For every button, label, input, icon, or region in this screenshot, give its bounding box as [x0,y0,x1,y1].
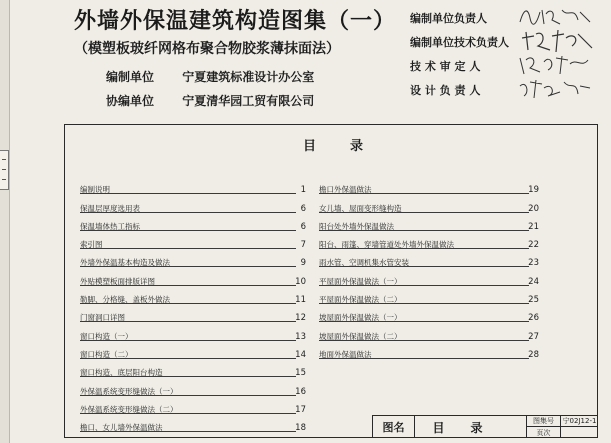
toc-entry [319,252,539,270]
toc-entry-title: 门窗洞口详图 [80,313,125,323]
toc-column-right [319,179,539,362]
responsibility-row [410,6,610,30]
toc-entry-title: 索引图 [80,240,103,250]
toc-entry-title: 保温层厚度选用表 [80,203,140,213]
toc-entry-page: 27 [528,331,539,342]
toc-entry-page: 6 [300,221,306,232]
atlas-number-label: 图集号 [527,416,561,427]
toc-entry-title: 坡屋面外保温做法（二） [319,331,402,341]
compiling-unit-value: 宁夏建筑标准设计办公室 [182,70,315,84]
responsibility-block [410,6,610,102]
handwritten-signature [516,28,596,54]
page-number-label: 页次 [527,427,561,438]
toc-entry [80,325,306,343]
atlas-number-value: 宁02J12-1 [562,417,597,425]
handwritten-signature [516,76,596,102]
responsibility-label: 编制单位负责人 [410,12,487,25]
toc-entry [319,325,539,343]
toc-entry [80,289,306,307]
toc-entry-page: 15 [295,368,306,379]
toc-entry-title: 平屋面外保温做法（一） [319,276,402,286]
toc-entry-title: 外保温系统变形缝做法（一） [80,386,178,396]
toc-entry [80,399,306,417]
responsibility-label: 编制单位技术负责人 [410,36,509,49]
toc-entry [80,417,306,435]
toc-entry [80,234,306,252]
co-compiling-unit-label: 协编单位 [106,94,155,108]
toc-entry-title: 平屋面外保温做法（二） [319,295,402,305]
toc-entry-page: 19 [528,185,539,196]
toc-entry-page: 20 [528,203,539,214]
toc-entry-page: 7 [300,240,306,251]
page-number-value [561,427,598,438]
toc-entry-title: 檐口、女儿墙外保温做法 [80,423,163,433]
toc-entry [80,362,306,380]
toc-entry-page: 1 [300,185,306,196]
toc-entry-title: 外保温系统变形缝做法（二） [80,404,178,414]
toc-entry [319,216,539,234]
toc-entry-page: 6 [300,203,306,214]
toc-entry-page: 10 [295,276,306,287]
toc-entry-page: 25 [528,295,539,306]
responsibility-row [410,54,610,78]
toc-entry [319,179,539,197]
responsibility-row [410,78,610,102]
toc-entry-page: 21 [528,221,539,232]
toc-entry [319,344,539,362]
drawing-name-value: 目录 [415,416,527,438]
toc-entry-title: 外贴模塑板面排版详图 [80,276,155,286]
toc-entry-title: 编制说明 [80,185,110,195]
toc-entry [80,344,306,362]
drawing-name-label: 图名 [373,416,415,438]
toc-entry [319,270,539,288]
toc-entry [80,179,306,197]
toc-entry-title: 檐口外保温做法 [319,185,372,195]
handwritten-signature [516,52,596,78]
toc-entry-page: 13 [295,331,306,342]
toc-entry-title: 地面外保温做法 [319,349,372,359]
toc-entry-title: 女儿墙、屋面变形缝构造 [319,203,402,213]
toc-entry [80,216,306,234]
toc-entry-title: 坡屋面外保温做法（一） [319,313,402,323]
responsibility-row [410,30,610,54]
toc-entry-page: 12 [295,313,306,324]
toc-entry-page: 11 [295,295,306,306]
toc-entry [319,234,539,252]
title-block [372,415,598,438]
binding-mark [0,150,9,190]
binding-strip [0,0,10,443]
toc-frame [64,124,598,438]
toc-entry-page: 18 [295,423,306,434]
handwritten-signature [516,4,596,30]
toc-entry-title: 保温墙体热工指标 [80,221,140,231]
toc-entry [319,307,539,325]
atlas-subtitle: （模塑板玻纤网格布聚合物胶浆薄抹面法） [74,41,340,57]
toc-entry-title: 窗口构造（二） [80,349,133,359]
toc-heading: 目录 [303,139,398,154]
toc-entry [319,197,539,215]
toc-entry-page: 26 [528,313,539,324]
toc-entry-title: 勒脚、分格缝、盖板外做法 [80,295,170,305]
toc-entry-page: 24 [528,276,539,287]
toc-entry-title: 雨水管、空调机集水管安装 [319,258,409,268]
compiling-unit-label: 编制单位 [106,70,155,84]
toc-entry-title: 阳台、雨篷、穿墙管道处外墙外保温做法 [319,240,454,250]
responsibility-label: 设 计 负 责 人 [410,84,481,97]
toc-entry [319,289,539,307]
toc-entry-page: 22 [528,240,539,251]
toc-entry [80,252,306,270]
toc-entry [80,197,306,215]
toc-entry-page: 16 [295,386,306,397]
toc-entry-page: 14 [295,349,306,360]
responsibility-label: 技 术 审 定 人 [410,60,481,73]
toc-column-left [80,179,306,435]
toc-entry [80,270,306,288]
toc-entry-title: 外墙外保温基本构造及做法 [80,258,170,268]
toc-entry-page: 23 [528,258,539,269]
co-compiling-unit-value: 宁夏清华园工贸有限公司 [182,94,315,108]
toc-entry-title: 窗口构造、底层阳台构造 [80,368,163,378]
co-compiling-unit-row [106,92,314,109]
toc-entry [80,307,306,325]
toc-entry-title: 阳台处外墙外保温做法 [319,221,394,231]
atlas-title: 外墙外保温建筑构造图集（一） [74,9,397,34]
compiling-unit-row [106,68,314,85]
toc-entry-title: 窗口构造（一） [80,331,133,341]
toc-entry [80,380,306,398]
toc-entry-page: 17 [295,404,306,415]
toc-entry-page: 28 [528,349,539,360]
toc-entry-page: 9 [300,258,306,269]
